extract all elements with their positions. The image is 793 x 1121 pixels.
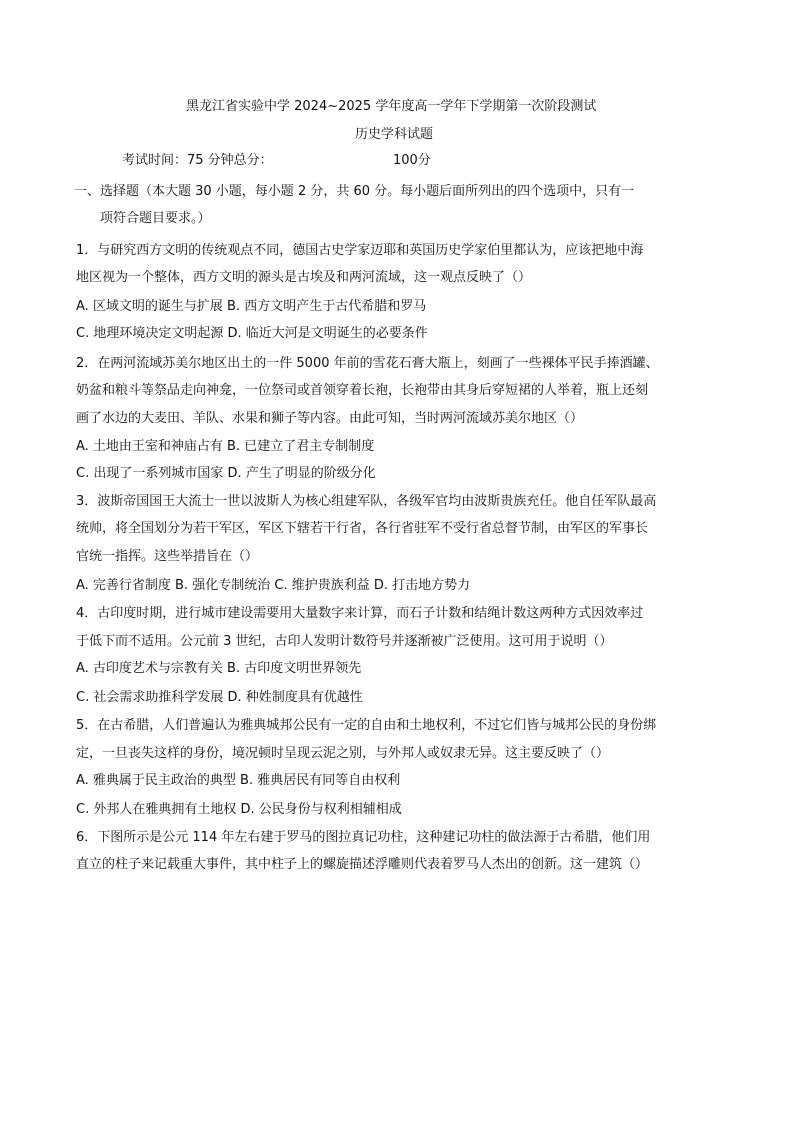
exam-time-label: 考试时间：75 分钟总分： <box>122 153 273 168</box>
question-1-options-line-2: C. 地理环境决定文明起源 D. 临近大河是文明诞生的必要条件 <box>76 326 428 341</box>
question-2-stem-line-3: 画了水边的大麦田、羊队、水果和狮子等内容。由此可知，当时两河流域苏美尔地区（） <box>76 411 584 426</box>
question-3-stem-line-3: 官统一指挥。这些举措旨在（） <box>76 549 259 564</box>
question-6-stem-line-1: 6．下图所示是公元 114 年左右建于罗马的图拉真记功柱，这种建记功柱的做法源于古希腊，他们用 <box>76 830 651 845</box>
section-heading-line-1: 一、选择题（本大题 30 小题，每小题 2 分，共 60 分。每小题后面所列出的四个选项中，只有一 <box>74 184 635 199</box>
question-4-options-line-2: C. 社会需求助推科学发展 D. 种姓制度具有优越性 <box>76 690 363 705</box>
question-2-options-line-2: C. 出现了一系列城市国家 D. 产生了明显的阶级分化 <box>76 466 376 481</box>
section-heading-line-2: 项符合题目要求。） <box>100 211 211 226</box>
question-4-stem-line-2: 于低下而不适用。公元前 3 世纪，古印人发明计数符号并逐渐被广泛使用。这可用于说明（） <box>76 634 613 649</box>
question-4-stem-line-1: 4．古印度时期，进行城市建设需要用大量数字来计算，而石子计数和结绳计数这两种方式因效率过 <box>76 606 644 621</box>
question-5-options-line-2: C. 外邦人在雅典拥有土地权 D. 公民身份与权利相辅相成 <box>76 802 402 817</box>
question-6-stem-line-2: 直立的柱子来记载重大事件，其中柱子上的螺旋描述浮雕则代表着罗马人杰出的创新。这一建筑（） <box>76 857 649 872</box>
question-3-options-line-1: A. 完善行省制度 B. 强化专制统治 C. 维护贵族利益 D. 打击地方势力 <box>76 578 471 593</box>
question-2-options-line-1: A. 土地由王室和神庙占有 B. 已建立了君主专制制度 <box>76 439 375 454</box>
exam-total-score: 100分 <box>393 153 431 168</box>
exam-title: 黑龙江省实验中学 2024~2025 学年度高一学年下学期第一次阶段测试 <box>186 99 597 114</box>
question-5-stem-line-2: 定，一旦丧失这样的身份，境况顿时呈现云泥之别，与外邦人或奴隶无异。这主要反映了（） <box>76 746 610 761</box>
question-3-stem-line-1: 3．波斯帝国国王大流士一世以波斯人为核心组建军队，各级军官均由波斯贵族充任。他自任军队最高 <box>76 494 657 509</box>
question-5-stem-line-1: 5．在古希腊，人们普遍认为雅典城邦公民有一定的自由和土地权利，不过它们皆与城邦公民的身份绑 <box>76 718 657 733</box>
question-2-stem-line-2: 奶盆和粮斗等祭品走向神龛，一位祭司或首领穿着长袍，长袍带由其身后穿短裙的人举着，瓶上还刻 <box>76 383 649 398</box>
question-3-stem-line-2: 统帅，将全国划分为若干军区，军区下辖若干行省，各行省驻军不受行省总督节制，由军区的军事长 <box>76 521 649 536</box>
exam-subtitle: 历史学科试题 <box>355 127 434 142</box>
question-5-options-line-1: A. 雅典属于民主政治的典型 B. 雅典居民有同等自由权利 <box>76 773 401 788</box>
question-4-options-line-1: A. 古印度艺术与宗教有关 B. 古印度文明世界领先 <box>76 661 362 676</box>
question-1-stem-line-1: 1．与研究西方文明的传统观点不同，德国古史学家迈耶和英国历史学家伯里都认为，应该把地中海 <box>76 243 644 258</box>
question-2-stem-line-1: 2．在两河流域苏美尔地区出土的一件 5000 年前的雪花石膏大瓶上，刻画了一些裸体平民手捧酒罐、 <box>76 356 659 371</box>
question-1-options-line-1: A. 区域文明的诞生与扩展 B. 西方文明产生于古代希腊和罗马 <box>76 299 427 314</box>
question-1-stem-line-2: 地区视为一个整体，西方文明的源头是古埃及和两河流域，这一观点反映了（） <box>76 270 532 285</box>
